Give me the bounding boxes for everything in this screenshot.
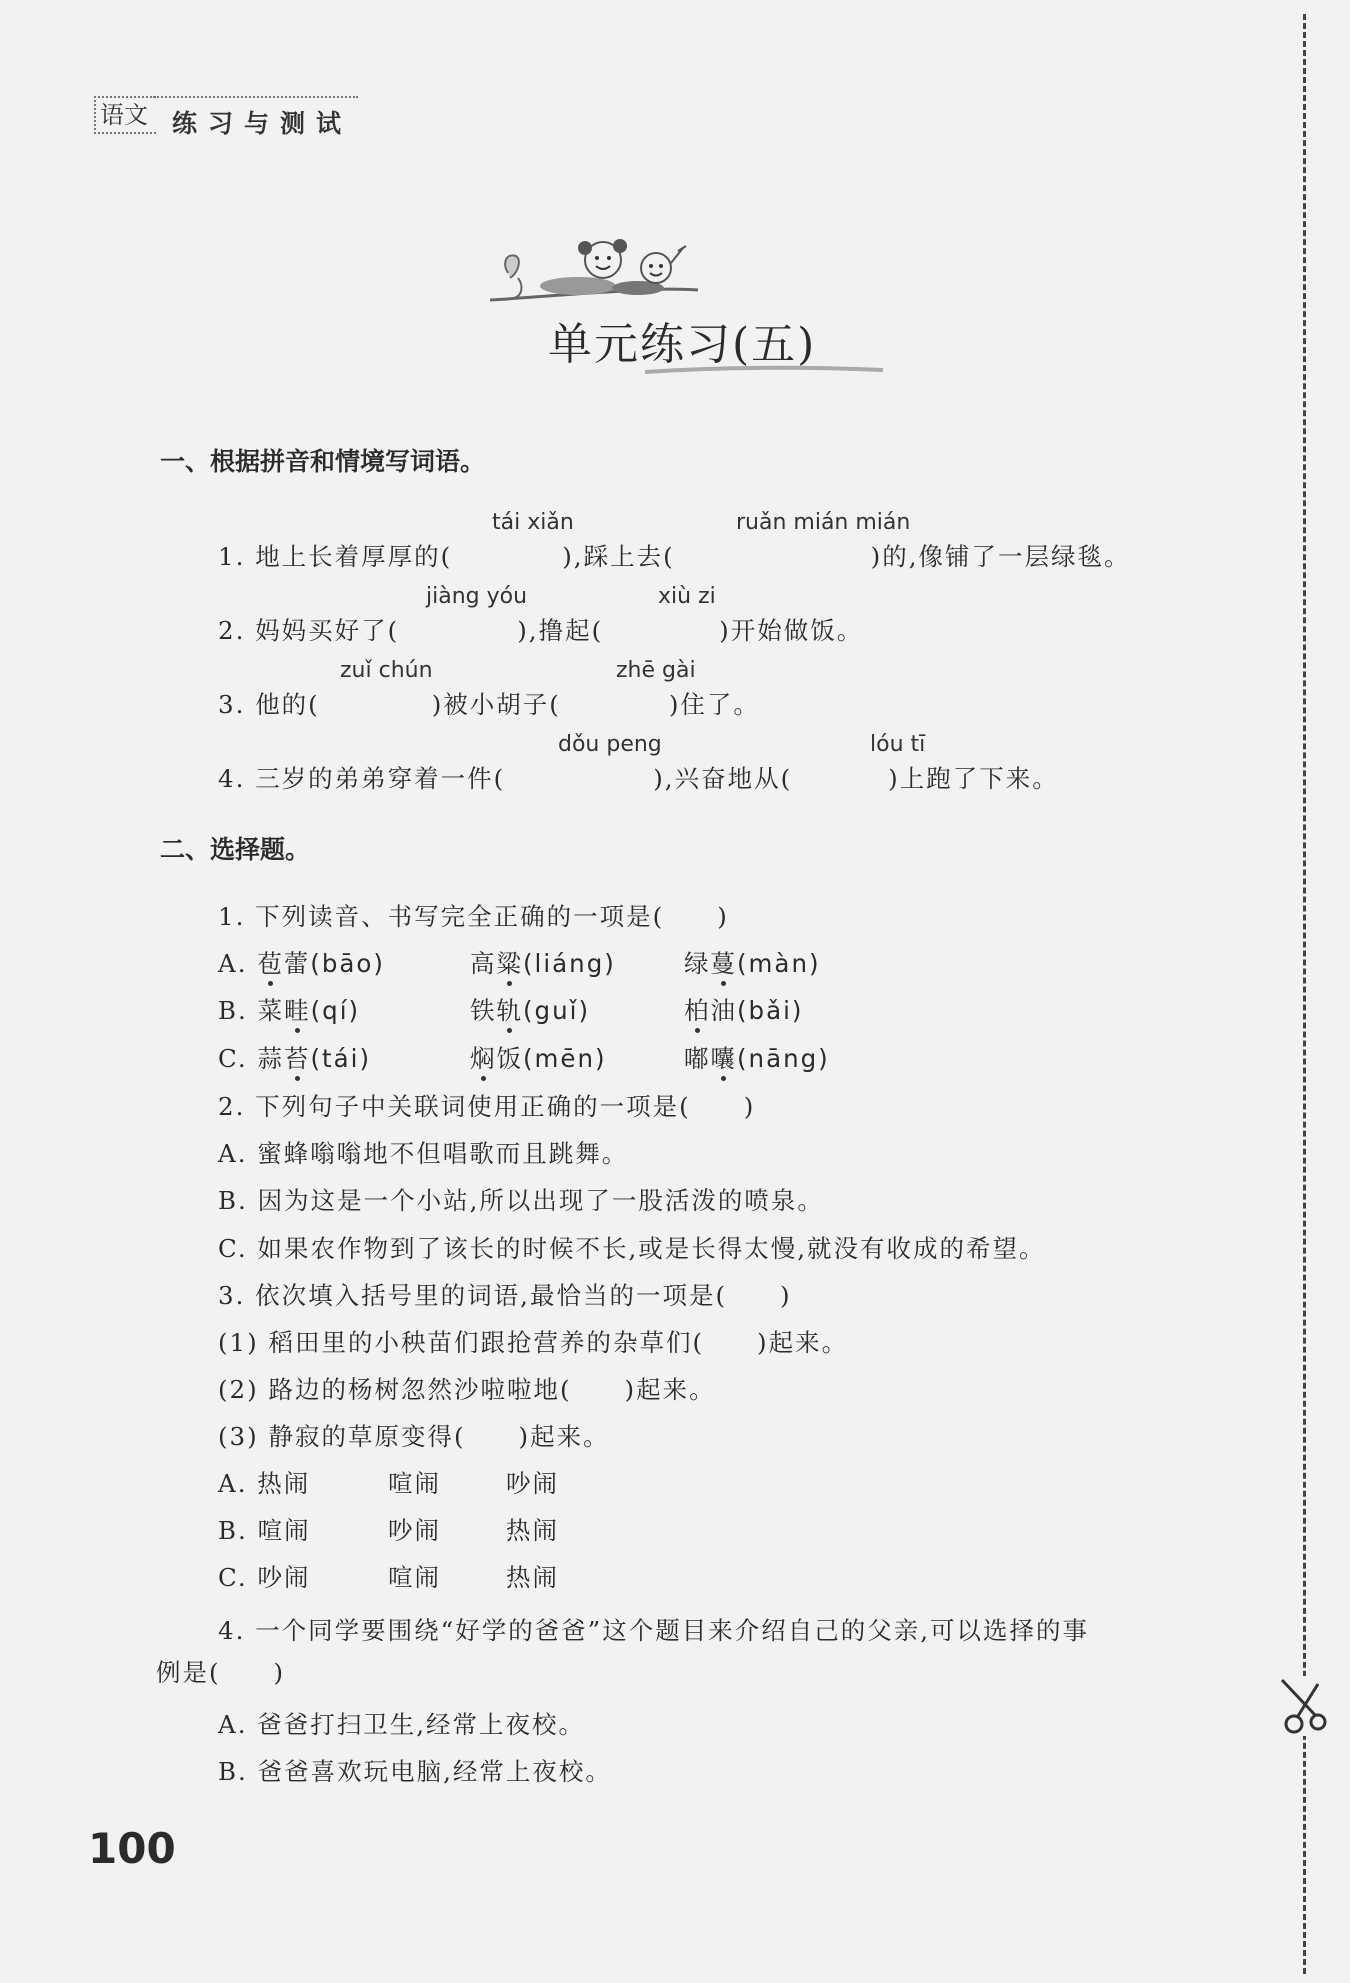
q4-stem-line1: 4. 一个同学要围绕“好学的爸爸”这个题目来介绍自己的父亲,可以选择的事 <box>218 1616 1089 1645</box>
header-title: 练习与测试 <box>172 109 353 138</box>
q1-option-b-word2: 铁轨(guǐ) <box>470 996 591 1025</box>
header-dotted-rule <box>150 96 358 98</box>
q2-option-b[interactable]: B. 因为这是一个小站,所以出现了一股活泼的喷泉。 <box>218 1186 824 1215</box>
q3-option-a-b: 喧闹 <box>388 1469 441 1498</box>
q3-option-b[interactable]: B. 喧闹 <box>218 1516 311 1545</box>
q1-stem: 1. 下列读音、书写完全正确的一项是( ) <box>218 902 729 931</box>
s1-item-1: 1. 地上长着厚厚的( ),踩上去( )的,像铺了一层绿毯。 <box>218 542 1131 571</box>
q1-option-c[interactable]: C. 蒜苔(tái) <box>218 1044 372 1073</box>
pinyin-ruan-mian-mian: ruǎn mián mián <box>736 510 911 535</box>
pinyin-zhe-gai: zhē gài <box>616 658 696 683</box>
q1-option-a[interactable]: A. 苞蕾(bāo) <box>218 949 385 978</box>
q3-option-c-c: 热闹 <box>506 1563 559 1592</box>
q3-option-a-c: 吵闹 <box>506 1469 559 1498</box>
subject-label: 语文 <box>94 96 156 134</box>
title-brush-underline <box>645 362 885 382</box>
q3-sentence-3: (3) 静寂的草原变得( )起来。 <box>218 1422 610 1451</box>
q3-stem: 3. 依次填入括号里的词语,最恰当的一项是( ) <box>218 1281 792 1310</box>
pinyin-dou-peng: dǒu peng <box>558 732 662 757</box>
q1-option-c-word3: 嘟囔(nāng) <box>684 1044 830 1073</box>
q3-option-b-b: 吵闹 <box>388 1516 441 1545</box>
pinyin-zui-chun: zuǐ chún <box>340 658 433 683</box>
q2-option-c[interactable]: C. 如果农作物到了该长的时候不长,或是长得太慢,就没有收成的希望。 <box>218 1234 1046 1263</box>
q1-option-b[interactable]: B. 菜畦(qí) <box>218 996 361 1025</box>
scissors-icon <box>1276 1676 1332 1736</box>
q1-option-a-word2: 高粱(liáng) <box>470 949 616 978</box>
page-number: 100 <box>88 1824 176 1873</box>
pinyin-xiu-zi: xiù zi <box>658 584 716 609</box>
q4-option-b[interactable]: B. 爸爸喜欢玩电脑,经常上夜校。 <box>218 1757 612 1786</box>
pinyin-lou-ti: lóu tī <box>870 732 926 757</box>
s1-item-2: 2. 妈妈买好了( ),撸起( )开始做饭。 <box>218 616 864 645</box>
section1-heading: 一、根据拼音和情境写词语。 <box>160 447 486 476</box>
q2-option-a[interactable]: A. 蜜蜂嗡嗡地不但唱歌而且跳舞。 <box>218 1139 629 1168</box>
q3-option-b-c: 热闹 <box>506 1516 559 1545</box>
q3-sentence-2: (2) 路边的杨树忽然沙啦啦地( )起来。 <box>218 1375 716 1404</box>
q2-stem: 2. 下列句子中关联词使用正确的一项是( ) <box>218 1092 756 1121</box>
q3-option-a[interactable]: A. 热闹 <box>218 1469 311 1498</box>
s1-item-4: 4. 三岁的弟弟穿着一件( ),兴奋地从( )上跑了下来。 <box>218 764 1059 793</box>
s1-item-3: 3. 他的( )被小胡子( )住了。 <box>218 690 760 719</box>
pinyin-jiang-you: jiàng yóu <box>426 584 528 609</box>
q4-stem-line2: 例是( ) <box>156 1658 286 1687</box>
children-illustration-icon <box>488 218 718 318</box>
section2-heading: 二、选择题。 <box>160 835 311 864</box>
q3-option-c[interactable]: C. 吵闹 <box>218 1563 311 1592</box>
unit-title: 单元练习(五) <box>548 319 817 370</box>
pinyin-tai-xian: tái xiǎn <box>492 510 574 535</box>
q3-option-c-b: 喧闹 <box>388 1563 441 1592</box>
q4-option-a[interactable]: A. 爸爸打扫卫生,经常上夜校。 <box>218 1710 586 1739</box>
q1-option-a-word3: 绿蔓(màn) <box>684 949 821 978</box>
q1-option-c-word2: 焖饭(mēn) <box>470 1044 607 1073</box>
q3-sentence-1: (1) 稻田里的小秧苗们跟抢营养的杂草们( )起来。 <box>218 1328 849 1357</box>
q1-option-b-word3: 柏油(bǎi) <box>684 996 804 1025</box>
